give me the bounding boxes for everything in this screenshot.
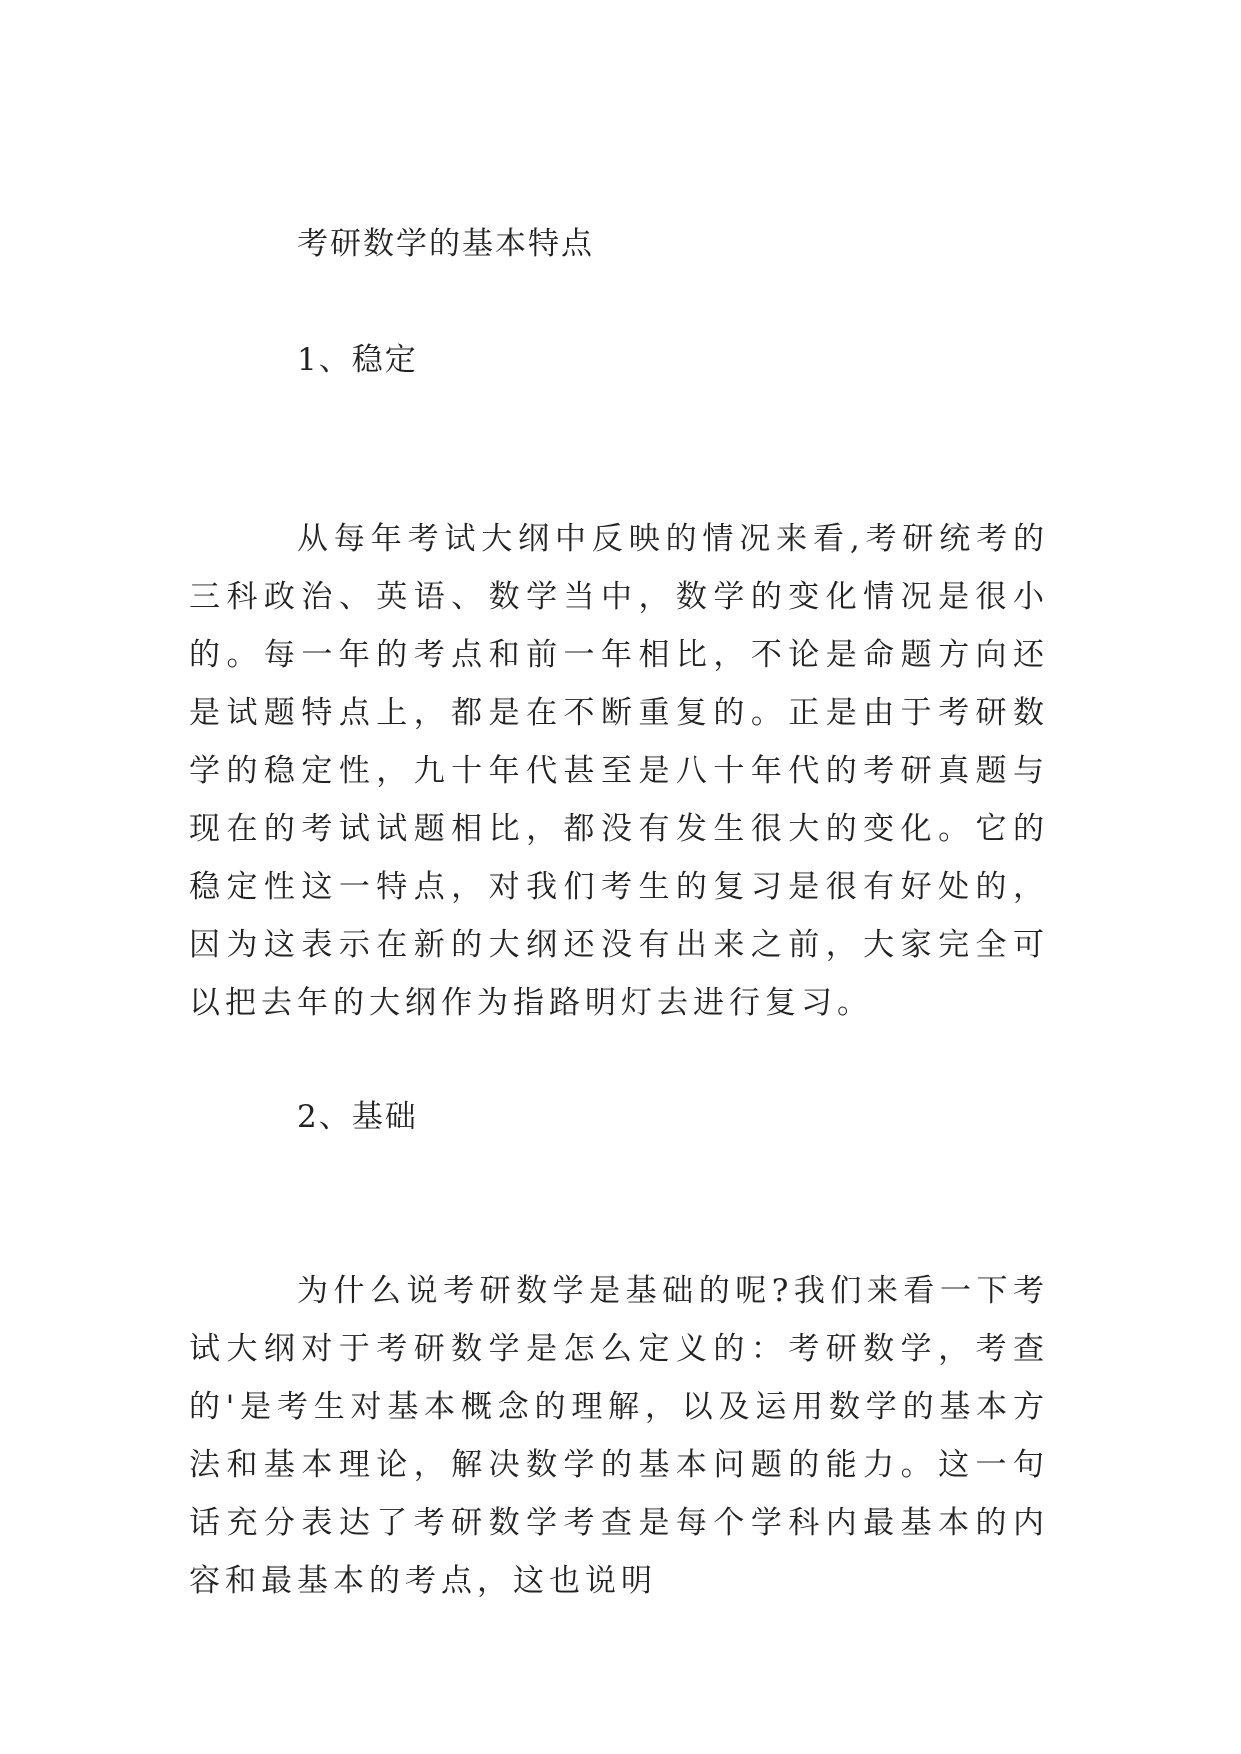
- section-paragraph-stable: 从每年考试大纲中反映的情况来看,考研统考的三科政治、英语、数学当中，数学的变化情况是很小的。每一年的考点和前一年相比，不论是命题方向还是试题特点上，都是在不断重复的。正是由于考研数学的稳定性，九十年代甚至是八十年代的考研真题与现在的考试试题相比，都没有发生很大的变化。它的稳定性这一特点，对我们考生的复习是很有好处的，因为这表示在新的大纲还没有出来之前，大家完全可以把去年的大纲作为指路明灯去进行复习。: [189, 521, 1049, 1021]
- section-paragraph-basic: 为什么说考研数学是基础的呢?我们来看一下考试大纲对于考研数学是怎么定义的：考研数学，考查的'是考生对基本概念的理解，以及运用数学的基本方法和基本理论，解决数学的基本问题的能力。这一句话充分表达了考研数学考查是每个学科内最基本的内容和最基本的考点，这也说明: [189, 1273, 1049, 1599]
- section-heading-basic: 2、基础: [297, 1099, 418, 1135]
- document-title: 考研数学的基本特点: [297, 226, 594, 262]
- section-heading-stable: 1、稳定: [297, 342, 418, 378]
